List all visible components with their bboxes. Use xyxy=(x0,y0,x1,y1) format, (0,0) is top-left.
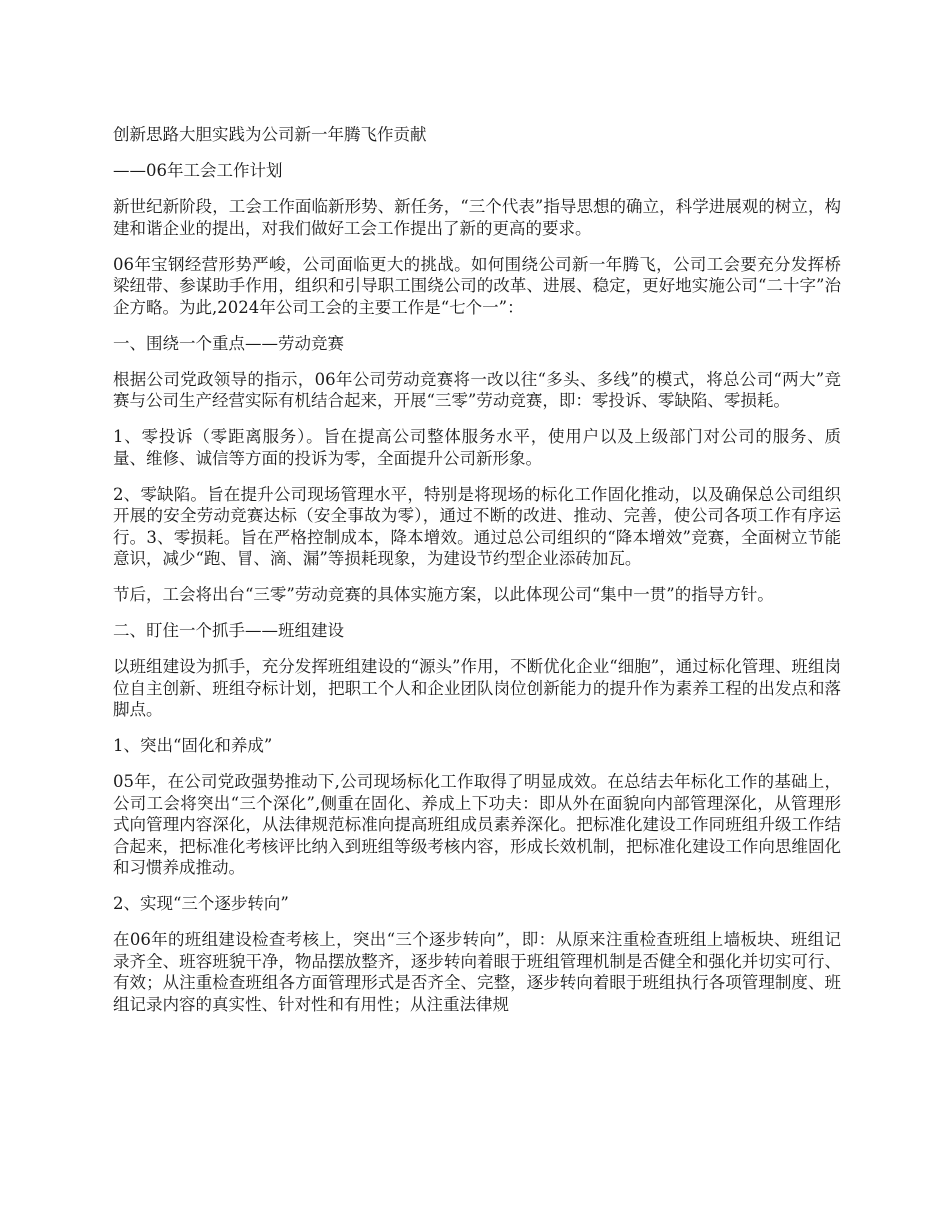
paragraph-zero-complaints: 1、零投诉（零距离服务）。旨在提高公司整体服务水平，使用户以及上级部门对公司的服务、质量、维修、诚信等方面的投诉为零，全面提升公司新形象。 xyxy=(113,427,841,468)
document-page xyxy=(113,124,841,1030)
section-heading-1: 一、围绕一个重点——劳动竞赛 xyxy=(113,333,344,353)
document-title: 创新思路大胆实践为公司新一年腾飞作贡献 xyxy=(113,125,427,144)
paragraph-overview: 06年宝钢经营形势严峻，公司面临更大的挑战。如何围绕公司新一年腾飞，公司工会要充分发挥桥梁纽带、参谋助手作用，组织和引导职工围绕公司的改革、进展、稳定，更好地实施公司“二十字”治企方略。为此,2024年公司工会的主要工作是“七个一”： xyxy=(113,254,841,317)
section-heading-2: 二、盯住一个抓手——班组建设 xyxy=(113,621,344,640)
paragraph-standardization: 05年，在公司党政强势推动下,公司现场标化工作取得了明显成效。在总结去年标化工作的基础上，公司工会将突出“三个深化”,侧重在固化、养成上下功夫：即从外在面貌向内部管理深化，从管理形式向管理内容深化，从法律规范标准向提高班组成员素养深化。把标准化建设工作同班组升级工作结合起来，把标准化考核评比纳入到班组等级考核内容，形成长效机制，把标准化建设工作向思维固化和习惯养成推动。 xyxy=(113,772,841,877)
paragraph-competition: 根据公司党政领导的指示，06年公司劳动竞赛将一改以往“多头、多线”的模式，将总公司“两大”竞赛与公司生产经营实际有机结合起来，开展“三零”劳动竞赛，即：零投诉、零缺陷、零损耗。 xyxy=(113,369,841,410)
paragraph-zero-defects: 2、零缺陷。旨在提升公司现场管理水平，特别是将现场的标化工作固化推动，以及确保总公司组织开展的安全劳动竞赛达标（安全事故为零），通过不断的改进、推动、完善，使公司各项工作有序运行。3、零损耗。旨在严格控制成本，降本增效。通过总公司组织的“降本增效”竞赛，全面树立节能意识，减少“跑、冒、滴、漏”等损耗现象，为建设节约型企业添砖加瓦。 xyxy=(113,484,841,568)
paragraph-intro: 新世纪新阶段，工会工作面临新形势、新任务，“三个代表”指导思想的确立，科学进展观的树立，构建和谐企业的提出，对我们做好工会工作提出了新的更高的要求。 xyxy=(113,197,841,238)
subheading-three-shifts: 2、实现“三个逐步转向” xyxy=(113,894,289,913)
paragraph-inspection: 在06年的班组建设检查考核上，突出“三个逐步转向”，即：从原来注重检查班组上墙板块、班组记录齐全、班容班貌干净，物品摆放整齐，逐步转向着眼于班组管理机制是否健全和强化并切实可行、有效；从注重检查班组各方面管理形式是否齐全、完整，逐步转向着眼于班组执行各项管理制度、班组记录内容的真实性、针对性和有用性；从注重法律规 xyxy=(113,930,841,1014)
paragraph-after-holiday: 节后，工会将出台“三零”劳动竞赛的具体实施方案，以此体现公司“集中一贯”的指导方针。 xyxy=(113,585,774,604)
paragraph-team-building: 以班组建设为抓手，充分发挥班组建设的“源头”作用，不断优化企业“细胞”，通过标化管理、班组岗位自主创新、班组夺标计划，把职工个人和企业团队岗位创新能力的提升作为素养工程的出发点和落脚点。 xyxy=(113,657,841,719)
document-subtitle: ——06年工会工作计划 xyxy=(113,161,283,180)
subheading-solidify: 1、突出“固化和养成” xyxy=(113,736,273,755)
